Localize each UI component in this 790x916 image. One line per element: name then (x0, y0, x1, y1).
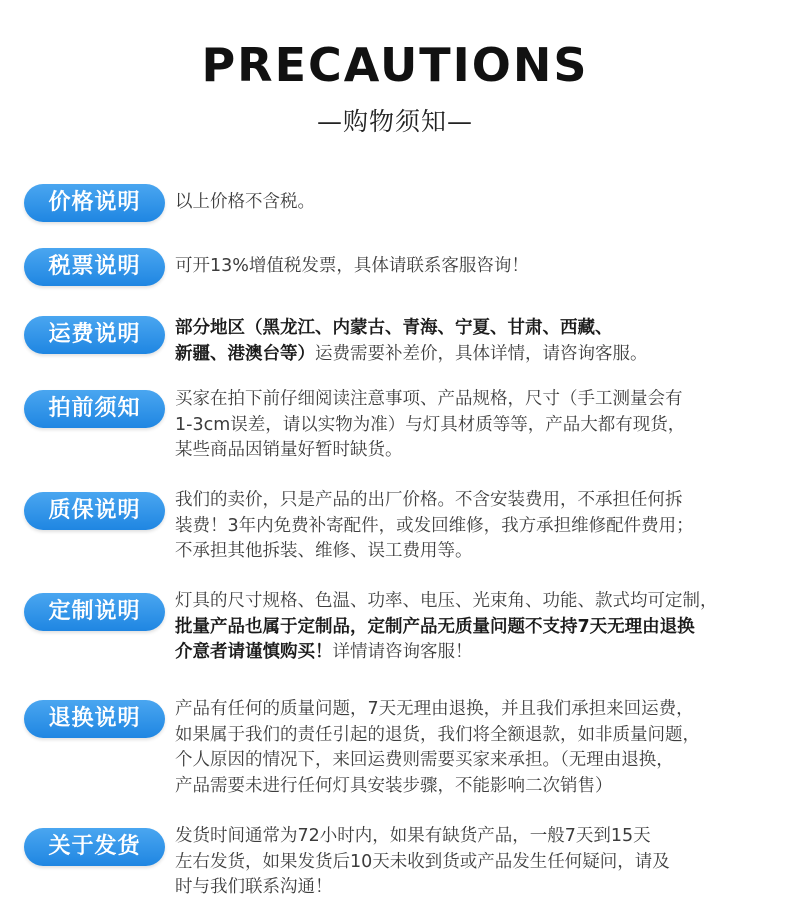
text-line: 如果属于我们的责任引起的退货，我们将全额退款，如非质量问题， (175, 724, 700, 745)
section-text-returns (175, 697, 790, 799)
section-text-before-purchase (175, 387, 790, 464)
text-line: 以上价格不含税。 (175, 192, 315, 212)
text-line-bold: 新疆、港澳台等） (175, 343, 315, 364)
page-title: PRECAUTIONS (201, 38, 589, 92)
text-line: 产品需要未进行任何灯具安装步骤，不能影响二次销售） (175, 775, 613, 796)
section-badge-custom: 定制说明 (24, 593, 165, 631)
section-text-invoice (175, 254, 790, 280)
text-line: 灯具的尺寸规格、色温、功率、电压、光束角、功能、款式均可定制， (175, 591, 718, 611)
text-line: 详情请咨询客服！ (332, 642, 473, 662)
section-text-warranty (175, 488, 790, 565)
section-text-custom (175, 589, 790, 666)
text-line: 不承担其他拆装、维修、误工费用等。 (175, 541, 473, 561)
section-text-shipping-fee (175, 316, 790, 367)
text-line: 个人原因的情况下，来回运费则需要买家来承担。（无理由退换， (175, 750, 674, 770)
text-line: 发货时间通常为72小时内，如果有缺货产品，一般7天到15天 (175, 826, 651, 846)
text-line: 某些商品因销量好暂时缺货。 (175, 440, 403, 460)
section-badge-invoice: 税票说明 (24, 248, 165, 286)
section-text-price (175, 190, 790, 216)
text-line: 装费！3年内免费补寄配件，或发回维修，我方承担维修配件费用； (175, 515, 694, 536)
text-line: 产品有任何的质量问题，7天无理由退换，并且我们承担来回运费， (175, 699, 694, 719)
text-line: 可开13%增值税发票，具体请联系客服咨询！ (175, 256, 529, 276)
section-badge-shipping-fee: 运费说明 (24, 316, 165, 354)
section-badge-before-purchase: 拍前须知 (24, 390, 165, 428)
text-line: 部分地区（黑龙江、内蒙古、青海、宁夏、甘肃、西藏、 (175, 318, 613, 338)
text-line: 运费需要补差价，具体详情，请咨询客服。 (315, 343, 648, 364)
text-line: 买家在拍下前仔细阅读注意事项、产品规格，尺寸（手工测量会有 (175, 389, 683, 409)
text-line: 时与我们联系沟通！ (175, 877, 333, 897)
text-line: 1-3cm误差，请以实物为准）与灯具材质等等，产品大都有现货， (175, 414, 686, 435)
section-badge-price: 价格说明 (24, 184, 165, 222)
text-line-bold: 批量产品也属于定制品，定制产品无质量问题不支持7天无理由退换 (175, 616, 695, 637)
section-badge-returns: 退换说明 (24, 700, 165, 738)
page-subtitle: —购物须知— (316, 107, 473, 136)
text-line: 左右发货，如果发货后10天未收到货或产品发生任何疑问，请及 (175, 851, 670, 872)
text-line: 我们的卖价，只是产品的出厂价格。不含安装费用，不承担任何拆 (175, 490, 683, 510)
section-badge-warranty: 质保说明 (24, 492, 165, 530)
section-badge-delivery: 关于发货 (24, 828, 165, 866)
text-line-bold: 介意者请谨慎购买！ (175, 642, 333, 662)
section-text-delivery (175, 824, 790, 901)
